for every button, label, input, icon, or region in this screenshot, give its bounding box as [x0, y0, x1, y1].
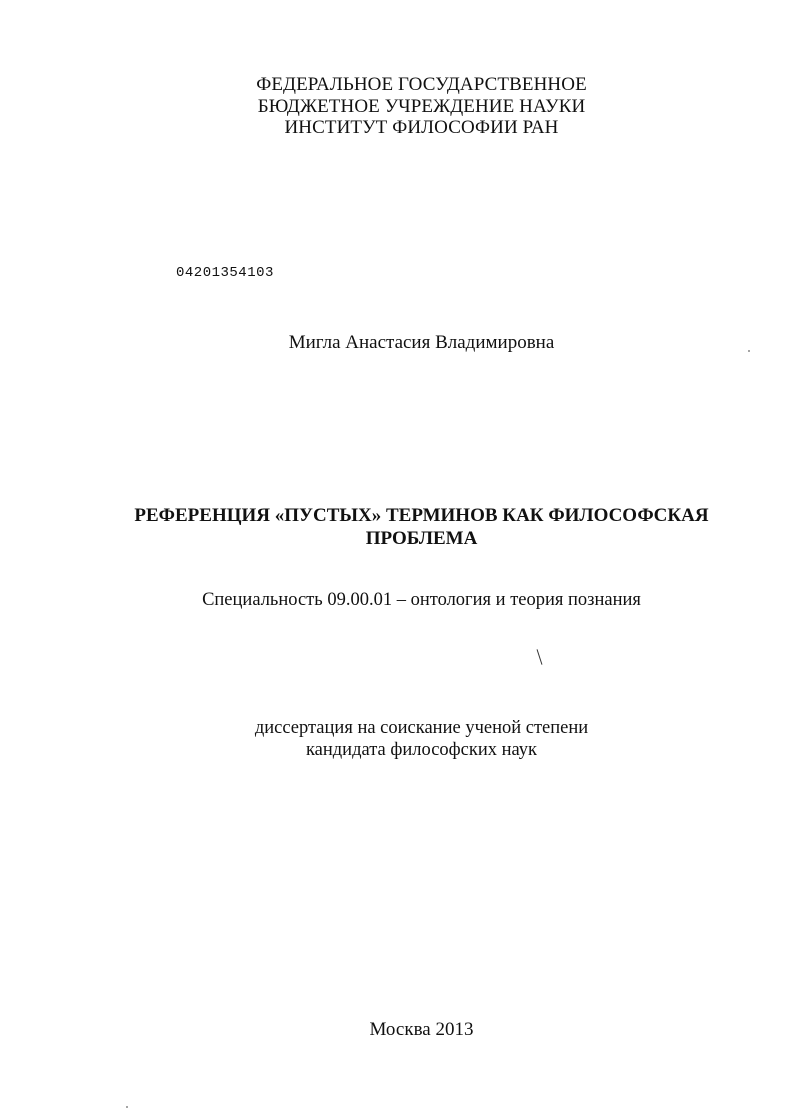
- title-line: ПРОБЛЕМА: [365, 528, 478, 549]
- author-name: Мигла Анастасия Владимировна: [288, 332, 555, 353]
- degree-statement: [0, 718, 793, 761]
- degree-line: кандидата философских наук: [305, 739, 538, 760]
- pen-mark: [537, 649, 543, 665]
- title-line: РЕФЕРЕНЦИЯ «ПУСТЫХ» ТЕРМИНОВ КАК ФИЛОСОФСКАЯ: [134, 505, 709, 526]
- scan-speck: [748, 350, 750, 352]
- specialty-line: Специальность 09.00.01 – онтология и теория познания: [202, 590, 641, 610]
- institution-header: [0, 74, 793, 139]
- institution-line: ИНСТИТУТ ФИЛОСОФИИ РАН: [284, 117, 559, 138]
- document-code: 04201354103: [176, 265, 274, 281]
- degree-line: диссертация на соискание ученой степени: [254, 718, 589, 738]
- dissertation-title: [0, 504, 793, 550]
- scan-speck: [126, 1106, 128, 1108]
- institution-line: ФЕДЕРАЛЬНОЕ ГОСУДАРСТВЕННОЕ: [256, 74, 587, 95]
- city-year: Москва 2013: [369, 1019, 474, 1040]
- institution-line: БЮДЖЕТНОЕ УЧРЕЖДЕНИЕ НАУКИ: [257, 95, 586, 117]
